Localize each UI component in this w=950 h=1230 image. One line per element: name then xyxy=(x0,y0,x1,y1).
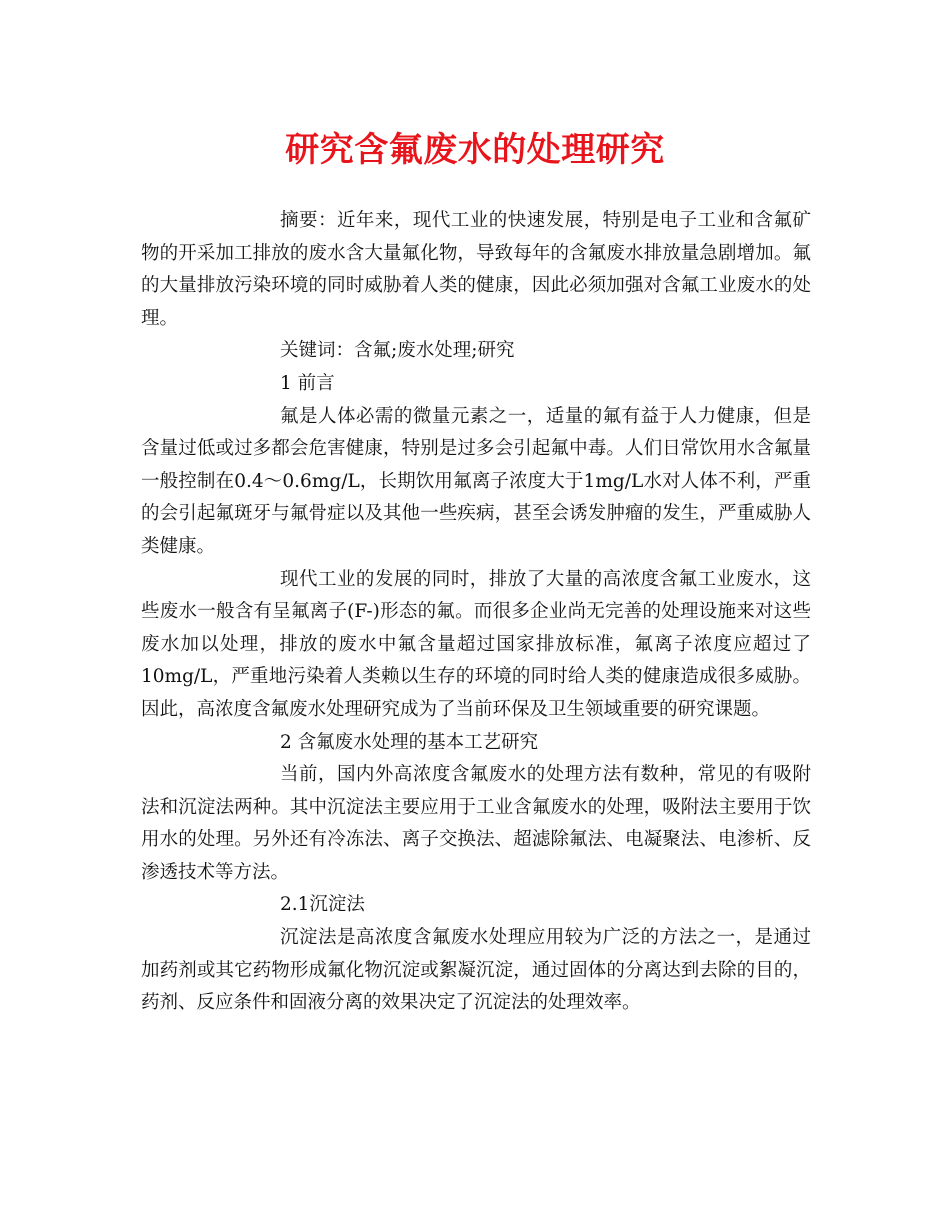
section-heading-1: 1 前言 xyxy=(280,372,335,394)
paragraph: 现代工业的发展的同时，排放了大量的高浓度含氟工业废水，这些废水一般含有呈氟离子(F-)形态的氟。而很多企业尚无完善的处理设施来对这些废水加以处理，排放的废水中氟含量超过国家排放标准，氟离子浓度应超过了10mg/L，严重地污染着人类赖以生存的环境的同时给人类的健康造成很多威胁。因此，高浓度含氟废水处理研究成为了当前环保及卫生领域重要的研究课题。 xyxy=(141,568,811,720)
abstract-paragraph: 摘要：近年来，现代工业的快速发展，特别是电子工业和含氟矿物的开采加工排放的废水含大量氟化物，导致每年的含氟废水排放量急剧增加。氟的大量排放污染环境的同时威胁着人类的健康，因此必须加强对含氟工业废水的处理。 xyxy=(141,210,811,329)
paragraph: 氟是人体必需的微量元素之一，适量的氟有益于人力健康，但是含量过低或过多都会危害健康，特别是过多会引起氟中毒。人们日常饮用水含氟量一般控制在0.4～0.6mg/L，长期饮用氟离子浓度大于1mg/L水对人体不利，严重的会引起氟斑牙与氟骨症以及其他一些疾病，甚至会诱发肿瘤的发生，严重威胁人类健康。 xyxy=(141,405,811,557)
paragraph: 沉淀法是高浓度含氟废水处理应用较为广泛的方法之一，是通过加药剂或其它药物形成氟化物沉淀或絮凝沉淀，通过固体的分离达到去除的目的，药剂、反应条件和固液分离的效果决定了沉淀法的处理效率。 xyxy=(141,927,811,1014)
subsection-heading-2-1: 2.1沉淀法 xyxy=(280,894,365,916)
keywords-line: 关键词：含氟;废水处理;研究 xyxy=(280,340,515,362)
document-body xyxy=(141,205,811,1020)
paragraph: 当前，国内外高浓度含氟废水的处理方法有数种，常见的有吸附法和沉淀法两种。其中沉淀法主要应用于工业含氟废水的处理，吸附法主要用于饮用水的处理。另外还有冷冻法、离子交换法、超滤除氟法、电凝聚法、电渗析、反渗透技术等方法。 xyxy=(141,764,811,883)
section-heading-2: 2 含氟废水处理的基本工艺研究 xyxy=(280,731,539,753)
document-title: 研究含氟废水的处理研究 xyxy=(285,130,665,170)
